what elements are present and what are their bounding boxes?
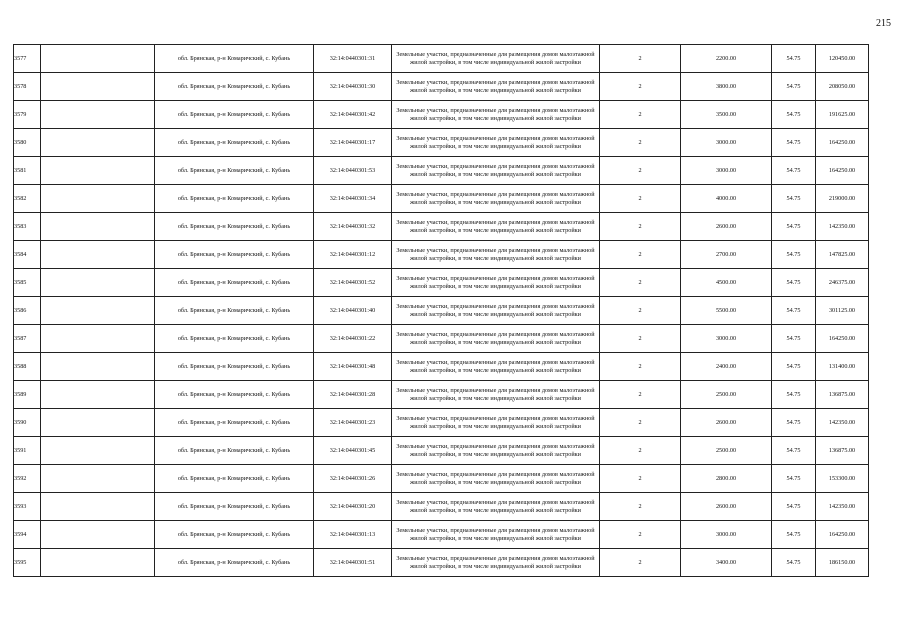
area-cell: 2600.00	[681, 493, 772, 521]
area-cell: 2200.00	[681, 45, 772, 73]
cadastral-value-cell: 208050.00	[816, 73, 869, 101]
land-use-cell: Земельные участки, предназначенные для размещения домов малоэтажной жилой застройки, в том числе индивидуальной жилой застройки	[392, 437, 600, 465]
cadastral-number-cell: 32:14:0440301:52	[314, 269, 392, 297]
blank-cell	[41, 521, 155, 549]
address-cell: обл. Брянская, р-н Комаричский, с. Кубань	[155, 353, 314, 381]
area-cell: 3500.00	[681, 101, 772, 129]
cadastral-number-cell: 32:14:0440301:30	[314, 73, 392, 101]
cadastral-value-cell: 147825.00	[816, 241, 869, 269]
address-cell: обл. Брянская, р-н Комаричский, с. Кубань	[155, 269, 314, 297]
rate-cell: 54.75	[772, 381, 816, 409]
cadastral-number-cell: 32:14:0440301:20	[314, 493, 392, 521]
land-use-cell: Земельные участки, предназначенные для размещения домов малоэтажной жилой застройки, в том числе индивидуальной жилой застройки	[392, 269, 600, 297]
group-cell: 2	[600, 185, 681, 213]
group-cell: 2	[600, 213, 681, 241]
blank-cell	[41, 325, 155, 353]
group-cell: 2	[600, 493, 681, 521]
rate-cell: 54.75	[772, 241, 816, 269]
cadastral-number-cell: 32:14:0440301:22	[314, 325, 392, 353]
row-number-cell: 3577	[14, 45, 41, 73]
land-use-cell: Земельные участки, предназначенные для размещения домов малоэтажной жилой застройки, в том числе индивидуальной жилой застройки	[392, 381, 600, 409]
cadastral-number-cell: 32:14:0440301:26	[314, 465, 392, 493]
area-cell: 2600.00	[681, 409, 772, 437]
rate-cell: 54.75	[772, 353, 816, 381]
cadastral-number-cell: 32:14:0440301:53	[314, 157, 392, 185]
rate-cell: 54.75	[772, 409, 816, 437]
land-use-cell: Земельные участки, предназначенные для размещения домов малоэтажной жилой застройки, в том числе индивидуальной жилой застройки	[392, 549, 600, 577]
land-use-cell: Земельные участки, предназначенные для размещения домов малоэтажной жилой застройки, в том числе индивидуальной жилой застройки	[392, 521, 600, 549]
rate-cell: 54.75	[772, 45, 816, 73]
cadastral-value-cell: 136875.00	[816, 437, 869, 465]
row-number-cell: 3582	[14, 185, 41, 213]
cadastral-number-cell: 32:14:0440301:34	[314, 185, 392, 213]
area-cell: 3000.00	[681, 325, 772, 353]
table-row	[14, 73, 869, 101]
table-row	[14, 521, 869, 549]
rate-cell: 54.75	[772, 213, 816, 241]
row-number-cell: 3581	[14, 157, 41, 185]
group-cell: 2	[600, 325, 681, 353]
land-registry-table	[13, 44, 869, 577]
row-number-cell: 3589	[14, 381, 41, 409]
row-number-cell: 3584	[14, 241, 41, 269]
address-cell: обл. Брянская, р-н Комаричский, с. Кубань	[155, 493, 314, 521]
cadastral-value-cell: 120450.00	[816, 45, 869, 73]
area-cell: 2500.00	[681, 437, 772, 465]
group-cell: 2	[600, 521, 681, 549]
table-row	[14, 269, 869, 297]
blank-cell	[41, 101, 155, 129]
land-use-cell: Земельные участки, предназначенные для размещения домов малоэтажной жилой застройки, в том числе индивидуальной жилой застройки	[392, 297, 600, 325]
blank-cell	[41, 129, 155, 157]
land-use-cell: Земельные участки, предназначенные для размещения домов малоэтажной жилой застройки, в том числе индивидуальной жилой застройки	[392, 129, 600, 157]
table-row	[14, 157, 869, 185]
rate-cell: 54.75	[772, 129, 816, 157]
table-row	[14, 297, 869, 325]
cadastral-number-cell: 32:14:0440301:13	[314, 521, 392, 549]
area-cell: 2600.00	[681, 213, 772, 241]
table-row	[14, 381, 869, 409]
page-number: 215	[876, 18, 891, 29]
cadastral-number-cell: 32:14:0440301:32	[314, 213, 392, 241]
cadastral-value-cell: 153300.00	[816, 465, 869, 493]
cadastral-number-cell: 32:14:0440301:28	[314, 381, 392, 409]
blank-cell	[41, 381, 155, 409]
table-row	[14, 185, 869, 213]
table-row	[14, 45, 869, 73]
blank-cell	[41, 353, 155, 381]
group-cell: 2	[600, 45, 681, 73]
table-row	[14, 437, 869, 465]
group-cell: 2	[600, 437, 681, 465]
cadastral-value-cell: 142350.00	[816, 493, 869, 521]
row-number-cell: 3578	[14, 73, 41, 101]
row-number-cell: 3591	[14, 437, 41, 465]
row-number-cell: 3579	[14, 101, 41, 129]
table-body	[14, 45, 869, 577]
blank-cell	[41, 437, 155, 465]
rate-cell: 54.75	[772, 493, 816, 521]
area-cell: 5500.00	[681, 297, 772, 325]
blank-cell	[41, 549, 155, 577]
blank-cell	[41, 185, 155, 213]
land-use-cell: Земельные участки, предназначенные для размещения домов малоэтажной жилой застройки, в том числе индивидуальной жилой застройки	[392, 213, 600, 241]
address-cell: обл. Брянская, р-н Комаричский, с. Кубань	[155, 185, 314, 213]
address-cell: обл. Брянская, р-н Комаричский, с. Кубань	[155, 45, 314, 73]
cadastral-number-cell: 32:14:0440301:51	[314, 549, 392, 577]
row-number-cell: 3594	[14, 521, 41, 549]
area-cell: 2700.00	[681, 241, 772, 269]
cadastral-number-cell: 32:14:0440301:45	[314, 437, 392, 465]
area-cell: 3800.00	[681, 73, 772, 101]
cadastral-value-cell: 186150.00	[816, 549, 869, 577]
area-cell: 3000.00	[681, 521, 772, 549]
table-row	[14, 129, 869, 157]
address-cell: обл. Брянская, р-н Комаричский, с. Кубань	[155, 213, 314, 241]
address-cell: обл. Брянская, р-н Комаричский, с. Кубань	[155, 549, 314, 577]
cadastral-number-cell: 32:14:0440301:31	[314, 45, 392, 73]
blank-cell	[41, 409, 155, 437]
row-number-cell: 3593	[14, 493, 41, 521]
table-row	[14, 241, 869, 269]
blank-cell	[41, 213, 155, 241]
land-use-cell: Земельные участки, предназначенные для размещения домов малоэтажной жилой застройки, в том числе индивидуальной жилой застройки	[392, 465, 600, 493]
address-cell: обл. Брянская, р-н Комаричский, с. Кубань	[155, 381, 314, 409]
group-cell: 2	[600, 353, 681, 381]
table-row	[14, 409, 869, 437]
address-cell: обл. Брянская, р-н Комаричский, с. Кубань	[155, 325, 314, 353]
table-row	[14, 493, 869, 521]
group-cell: 2	[600, 549, 681, 577]
group-cell: 2	[600, 73, 681, 101]
cadastral-number-cell: 32:14:0440301:12	[314, 241, 392, 269]
cadastral-value-cell: 164250.00	[816, 157, 869, 185]
row-number-cell: 3586	[14, 297, 41, 325]
cadastral-value-cell: 142350.00	[816, 213, 869, 241]
table-row	[14, 213, 869, 241]
land-use-cell: Земельные участки, предназначенные для размещения домов малоэтажной жилой застройки, в том числе индивидуальной жилой застройки	[392, 185, 600, 213]
land-use-cell: Земельные участки, предназначенные для размещения домов малоэтажной жилой застройки, в том числе индивидуальной жилой застройки	[392, 241, 600, 269]
rate-cell: 54.75	[772, 297, 816, 325]
row-number-cell: 3583	[14, 213, 41, 241]
cadastral-value-cell: 142350.00	[816, 409, 869, 437]
cadastral-value-cell: 164250.00	[816, 521, 869, 549]
blank-cell	[41, 157, 155, 185]
cadastral-number-cell: 32:14:0440301:48	[314, 353, 392, 381]
cadastral-value-cell: 136875.00	[816, 381, 869, 409]
group-cell: 2	[600, 465, 681, 493]
area-cell: 4500.00	[681, 269, 772, 297]
rate-cell: 54.75	[772, 521, 816, 549]
address-cell: обл. Брянская, р-н Комаричский, с. Кубань	[155, 157, 314, 185]
cadastral-value-cell: 191625.00	[816, 101, 869, 129]
rate-cell: 54.75	[772, 465, 816, 493]
cadastral-number-cell: 32:14:0440301:42	[314, 101, 392, 129]
group-cell: 2	[600, 269, 681, 297]
row-number-cell: 3595	[14, 549, 41, 577]
address-cell: обл. Брянская, р-н Комаричский, с. Кубань	[155, 241, 314, 269]
rate-cell: 54.75	[772, 437, 816, 465]
row-number-cell: 3588	[14, 353, 41, 381]
table-row	[14, 325, 869, 353]
group-cell: 2	[600, 101, 681, 129]
cadastral-value-cell: 164250.00	[816, 325, 869, 353]
cadastral-number-cell: 32:14:0440301:40	[314, 297, 392, 325]
table-row	[14, 465, 869, 493]
row-number-cell: 3592	[14, 465, 41, 493]
rate-cell: 54.75	[772, 157, 816, 185]
area-cell: 3000.00	[681, 157, 772, 185]
address-cell: обл. Брянская, р-н Комаричский, с. Кубань	[155, 101, 314, 129]
land-use-cell: Земельные участки, предназначенные для размещения домов малоэтажной жилой застройки, в том числе индивидуальной жилой застройки	[392, 101, 600, 129]
area-cell: 2400.00	[681, 353, 772, 381]
blank-cell	[41, 297, 155, 325]
cadastral-value-cell: 219000.00	[816, 185, 869, 213]
table-row	[14, 549, 869, 577]
address-cell: обл. Брянская, р-н Комаричский, с. Кубань	[155, 465, 314, 493]
rate-cell: 54.75	[772, 549, 816, 577]
area-cell: 3000.00	[681, 129, 772, 157]
area-cell: 4000.00	[681, 185, 772, 213]
address-cell: обл. Брянская, р-н Комаричский, с. Кубань	[155, 297, 314, 325]
rate-cell: 54.75	[772, 269, 816, 297]
cadastral-value-cell: 164250.00	[816, 129, 869, 157]
table-row	[14, 101, 869, 129]
area-cell: 2800.00	[681, 465, 772, 493]
row-number-cell: 3580	[14, 129, 41, 157]
cadastral-value-cell: 246375.00	[816, 269, 869, 297]
land-use-cell: Земельные участки, предназначенные для размещения домов малоэтажной жилой застройки, в том числе индивидуальной жилой застройки	[392, 45, 600, 73]
group-cell: 2	[600, 129, 681, 157]
row-number-cell: 3585	[14, 269, 41, 297]
table-row	[14, 353, 869, 381]
rate-cell: 54.75	[772, 185, 816, 213]
group-cell: 2	[600, 409, 681, 437]
group-cell: 2	[600, 157, 681, 185]
blank-cell	[41, 241, 155, 269]
land-use-cell: Земельные участки, предназначенные для размещения домов малоэтажной жилой застройки, в том числе индивидуальной жилой застройки	[392, 353, 600, 381]
cadastral-number-cell: 32:14:0440301:17	[314, 129, 392, 157]
rate-cell: 54.75	[772, 101, 816, 129]
group-cell: 2	[600, 381, 681, 409]
rate-cell: 54.75	[772, 73, 816, 101]
row-number-cell: 3590	[14, 409, 41, 437]
address-cell: обл. Брянская, р-н Комаричский, с. Кубань	[155, 73, 314, 101]
cadastral-value-cell: 301125.00	[816, 297, 869, 325]
land-use-cell: Земельные участки, предназначенные для размещения домов малоэтажной жилой застройки, в том числе индивидуальной жилой застройки	[392, 325, 600, 353]
row-number-cell: 3587	[14, 325, 41, 353]
blank-cell	[41, 45, 155, 73]
address-cell: обл. Брянская, р-н Комаричский, с. Кубань	[155, 129, 314, 157]
area-cell: 3400.00	[681, 549, 772, 577]
cadastral-value-cell: 131400.00	[816, 353, 869, 381]
address-cell: обл. Брянская, р-н Комаричский, с. Кубань	[155, 521, 314, 549]
land-use-cell: Земельные участки, предназначенные для размещения домов малоэтажной жилой застройки, в том числе индивидуальной жилой застройки	[392, 73, 600, 101]
land-use-cell: Земельные участки, предназначенные для размещения домов малоэтажной жилой застройки, в том числе индивидуальной жилой застройки	[392, 157, 600, 185]
rate-cell: 54.75	[772, 325, 816, 353]
address-cell: обл. Брянская, р-н Комаричский, с. Кубань	[155, 409, 314, 437]
blank-cell	[41, 465, 155, 493]
land-use-cell: Земельные участки, предназначенные для размещения домов малоэтажной жилой застройки, в том числе индивидуальной жилой застройки	[392, 493, 600, 521]
cadastral-number-cell: 32:14:0440301:23	[314, 409, 392, 437]
blank-cell	[41, 493, 155, 521]
blank-cell	[41, 73, 155, 101]
blank-cell	[41, 269, 155, 297]
land-use-cell: Земельные участки, предназначенные для размещения домов малоэтажной жилой застройки, в том числе индивидуальной жилой застройки	[392, 409, 600, 437]
group-cell: 2	[600, 297, 681, 325]
group-cell: 2	[600, 241, 681, 269]
address-cell: обл. Брянская, р-н Комаричский, с. Кубань	[155, 437, 314, 465]
area-cell: 2500.00	[681, 381, 772, 409]
